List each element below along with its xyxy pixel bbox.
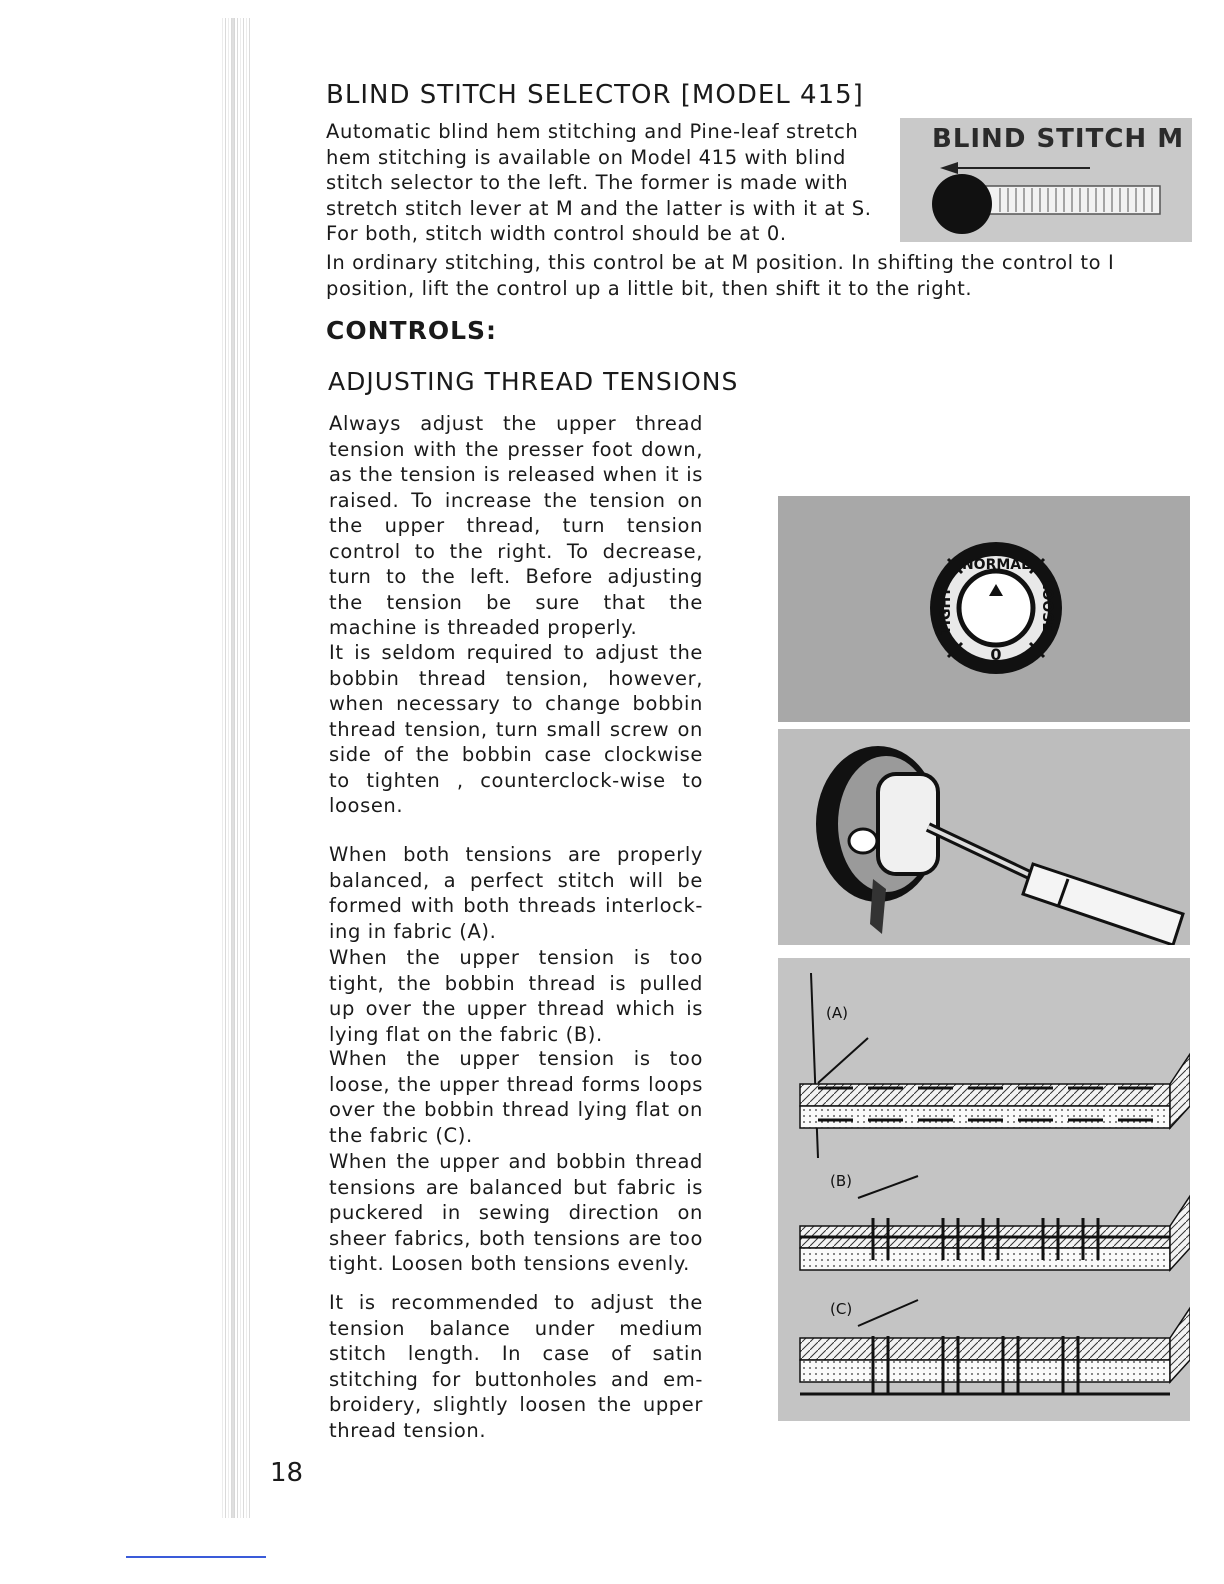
stitch-label-a: (A)	[826, 1004, 848, 1022]
blind-stitch-panel-label: BLIND STITCH M	[932, 124, 1185, 154]
stitch-label-b: (B)	[830, 1172, 852, 1190]
tension-paragraph-2: It is seldom required to adjust the bobbin thread tension, however, when necessary to change bobbin thread tension, turn small screw on side of the bobbin case clockwise to tighten , counterclock-wise to loosen.	[329, 641, 703, 817]
page-binding-line	[232, 18, 235, 1518]
blind-stitch-heading: BLIND STITCH SELECTOR [MODEL 415]	[326, 80, 864, 110]
tension-dial-photo	[778, 496, 1190, 722]
tension-paragraph-6: When the upper and bobbin thread tensions are balanced but fabric is puckered in sewing direction on sheer fabrics, both tensions are too tight. Loosen both tensions evenly.	[329, 1150, 703, 1275]
tension-paragraph-1: Always adjust the upper thread tension with the presser foot down, as the tension is released when it is raised. To increase the tension on the upper thread, turn tension control to the right. To decrease, turn to the left. Before adjusting the tension be sure that the machine is threaded properly.	[329, 412, 703, 639]
tension-paragraph-5: When the upper tension is too loose, the upper thread forms loops over the bobbin thread lying flat on the fabric (C).	[329, 1047, 703, 1147]
bobbin-case-art	[778, 729, 1190, 945]
stitch-diagram	[778, 958, 1190, 1421]
tension-paragraph-4: When the upper tension is too tight, the bobbin thread is pulled up over the upper thread which is lying flat on the fabric (B).	[329, 946, 703, 1046]
dial-normal-label: NORMAL	[961, 557, 1031, 573]
blind-stitch-paragraph-1: Automatic blind hem stitching and Pine-leaf stretch hem stitching is available on Model 415 with blind stitch selector to the left. The former is made with stretch stitch lever at M and the latter is with it at S. For both, stitch width control should be at 0.	[326, 120, 872, 245]
tension-dial-art	[778, 496, 1190, 722]
blind-stitch-paragraph-2: In ordinary stitching, this control be at M position. In shifting the control to I position, lift the control up a little bit, then shift it to the right.	[326, 251, 1115, 300]
tension-paragraph-3: When both tensions are properly balanced, a perfect stitch will be formed with both threads interlock-ing in fabric (A).	[329, 843, 703, 943]
blue-underline-mark	[126, 1556, 266, 1558]
bobbin-case-photo	[778, 729, 1190, 945]
dial-loose-label: LOOSE	[1039, 580, 1055, 632]
page-binding-shadow	[222, 18, 250, 1518]
controls-heading: CONTROLS:	[326, 316, 498, 345]
tension-paragraph-7: It is recommended to adjust the tension balance under medium stitch length. In case of satin stitching for buttonholes and em-broidery, slightly loosen the upper thread tension.	[329, 1291, 703, 1442]
stitch-label-c: (C)	[830, 1300, 853, 1318]
page-number: 18	[270, 1458, 304, 1488]
thread-tension-heading: ADJUSTING THREAD TENSIONS	[328, 367, 739, 396]
dial-tight-label: TIGHT	[938, 587, 954, 635]
dial-zero-label: 0	[990, 645, 1002, 664]
